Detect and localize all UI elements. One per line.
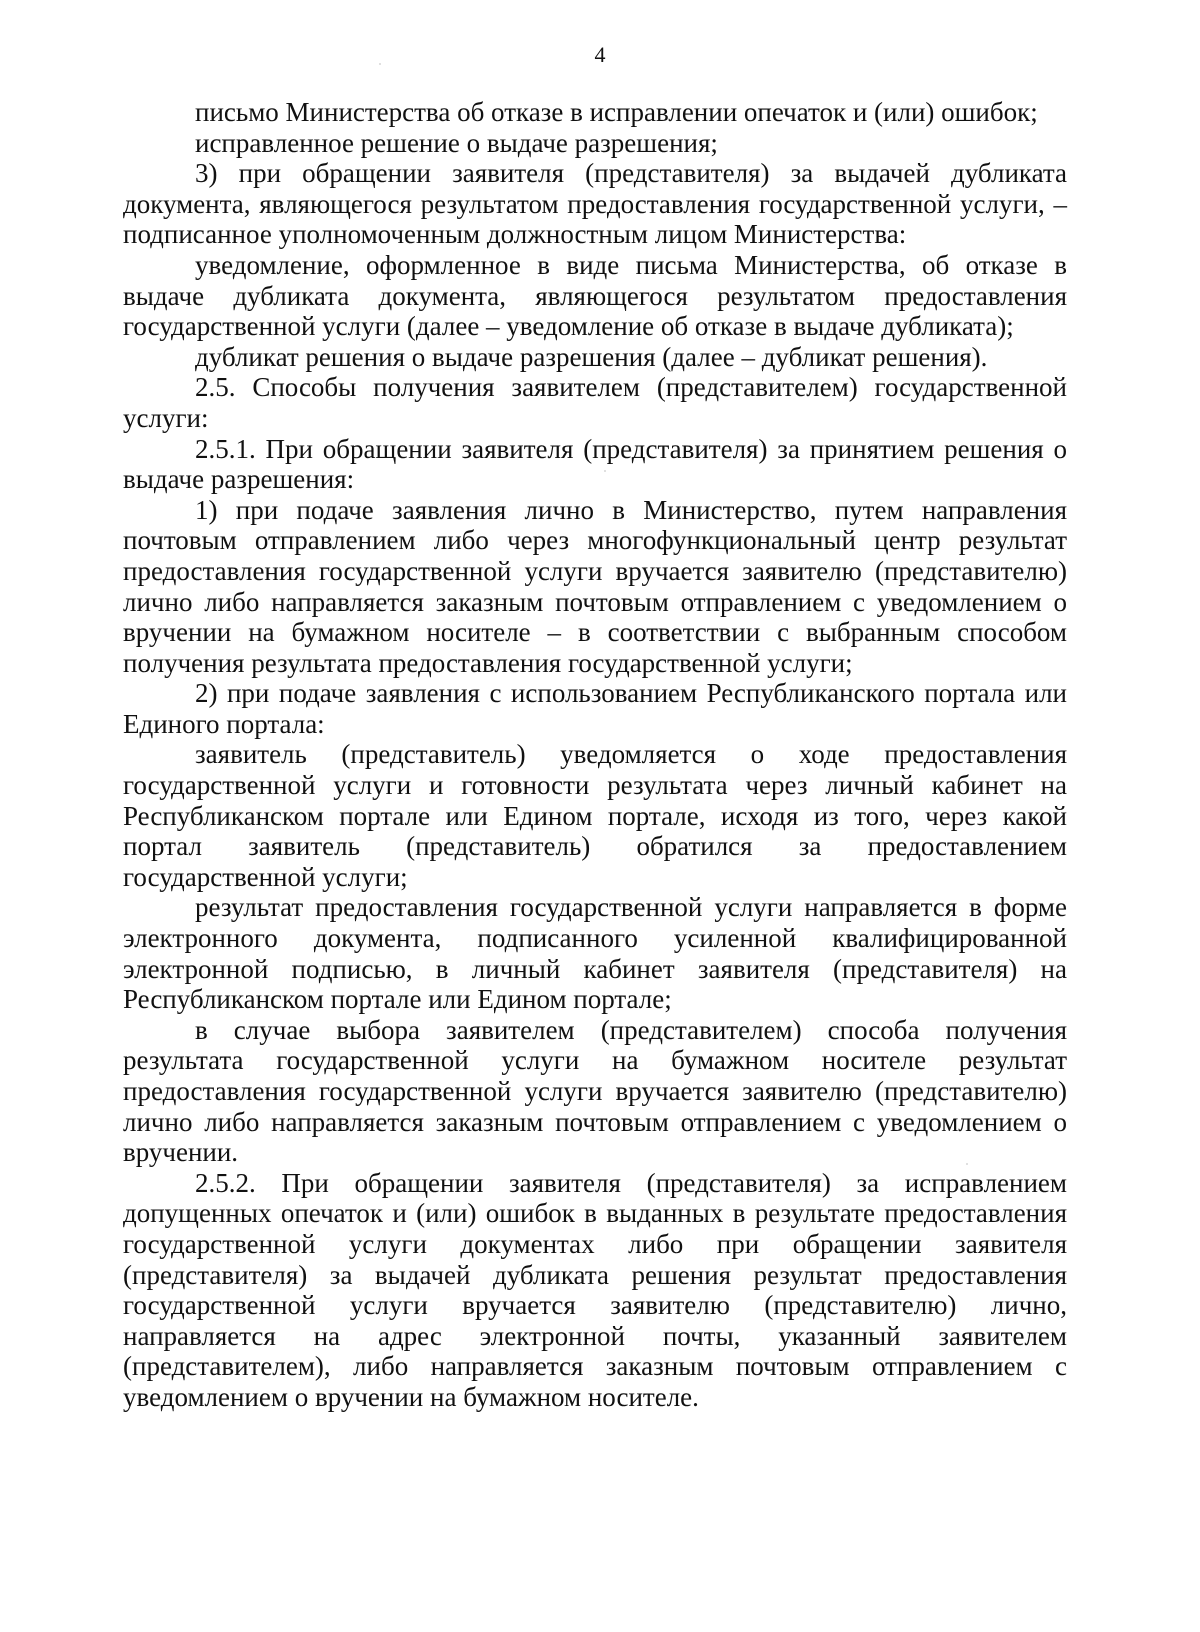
paragraph: заявитель (представитель) уведомляется о ходе предоставления государственной услуги и готовности результата через личный кабинет на Республиканском портале или Едином портале, исходя из того, через какой портал заявитель (представитель) обратился за предоставлением государственной услуги; xyxy=(123,739,1067,892)
paragraph: письмо Министерства об отказе в исправлении опечаток и (или) ошибок; xyxy=(195,97,1038,127)
paragraph: в случае выбора заявителем (представителем) способа получения результата государственной услуги на бумажном носителе результат предоставления государственной услуги вручается заявителю (представителю) лично либо направляется заказным почтовым отправлением с уведомлением о вручении. xyxy=(123,1014,1067,1168)
scan-speck xyxy=(604,470,606,472)
scan-speck xyxy=(379,63,381,65)
paragraph: уведомление, оформленное в виде письма Министерства, об отказе в выдаче дубликата документа, являющегося результатом предоставления государственной услуги (далее – уведомление об отказе в выдаче дубликата); xyxy=(123,249,1067,342)
section-heading-2-5-2: 2.5.2. При обращении заявителя (представителя) за исправлением допущенных опечаток и (или) ошибок в выданных в результате предоставления государственной услуги документах либо при обращении заявителя (представителя) за выдачей дубликата решения результат предоставления государственной услуги вручается заявителю (представителю) лично, направляется на адрес электронной почты, указанный заявителем (представителем), либо направляется заказным почтовым отправлением с уведомлением о вручении на бумажном носителе. xyxy=(123,1167,1067,1412)
document-body xyxy=(123,97,1067,1413)
page-number: 4 xyxy=(594,42,606,67)
paragraph: исправленное решение о выдаче разрешения; xyxy=(195,127,718,158)
paragraph: 3) при обращении заявителя (представителя) за выдачей дубликата документа, являющегося результатом предоставления государственной услуги, – подписанное уполномоченным должностным лицом Министерства: xyxy=(123,158,1067,250)
section-heading-2-5: 2.5. Способы получения заявителем (представителем) государственной услуги: xyxy=(123,372,1067,433)
section-heading-2-5-1: 2.5.1. При обращении заявителя (представителя) за принятием решения о выдаче разрешения: xyxy=(123,433,1067,495)
paragraph: результат предоставления государственной услуги направляется в форме электронного документа, подписанного усиленной квалифицированной электронной подписью, в личный кабинет заявителя (представителя) на Республиканском портале или Едином портале; xyxy=(123,892,1067,1015)
scan-speck xyxy=(966,1163,968,1165)
paragraph: 2) при подаче заявления с использованием Республиканского портала или Единого портала: xyxy=(123,678,1067,739)
paragraph: 1) при подаче заявления лично в Министерство, путем направления почтовым отправлением либо через многофункциональный центр результат предоставления государственной услуги вручается заявителю (представителю) лично либо направляется заказным почтовым отправлением с уведомлением о вручении на бумажном носителе – в соответствии с выбранным способом получения результата предоставления государственной услуги; xyxy=(123,494,1067,678)
paragraph: дубликат решения о выдаче разрешения (далее – дубликат решения). xyxy=(195,341,988,372)
